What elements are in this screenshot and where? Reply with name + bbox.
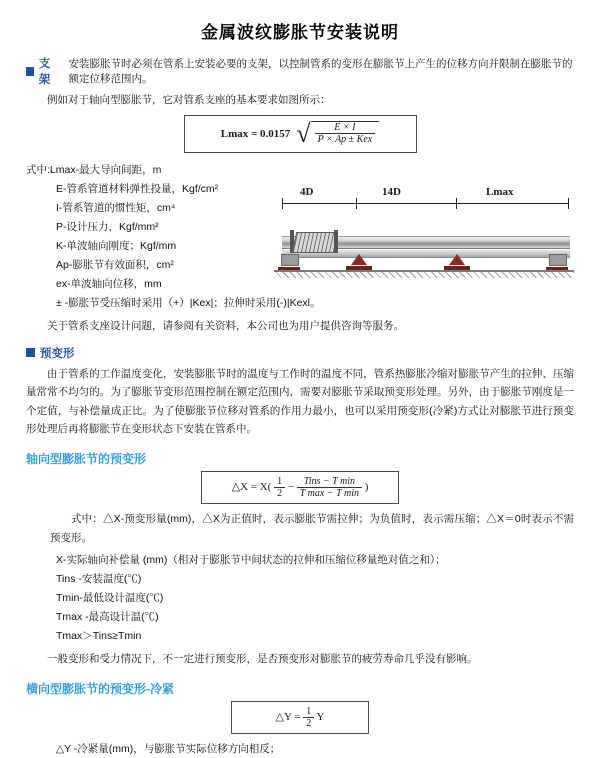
list-item: K-单波轴向刚度；Kgf/mm — [56, 239, 177, 252]
lateral-formula-half — [303, 706, 314, 729]
list-item: P-设计压力，Kgf/mm² — [56, 221, 159, 234]
axial-formula-half-num: 1 — [274, 476, 285, 488]
lateral-formula-half-num: 1 — [303, 706, 314, 718]
list-item: I-管系管道的惯性矩，cm⁴ — [56, 202, 176, 215]
list-item: ex-单波轴向位移，mm — [56, 277, 162, 290]
lmax-formula-fraction — [311, 121, 380, 147]
section-heading-bracket-label: 支架 — [38, 58, 51, 86]
axial-formula-half-den: 2 — [277, 488, 283, 500]
diagram-pipe-area — [274, 210, 574, 282]
guide-support-1 — [346, 254, 372, 270]
axial-formula-half — [274, 476, 285, 499]
blue-square-bullet-icon — [26, 67, 34, 76]
guide-support-2 — [444, 254, 470, 270]
lateral-formula-half-den: 2 — [306, 717, 312, 729]
expansion-joint-schematic — [274, 186, 574, 306]
dim-line-14d — [356, 203, 456, 204]
axial-formula — [201, 471, 399, 504]
page-title: 金属波纹膨胀节安装说明 — [201, 23, 399, 42]
diagram-label-4d: 4D — [300, 186, 314, 198]
dim-line-4d — [282, 203, 356, 204]
lmax-formula-numerator: E × I — [315, 122, 376, 134]
subheading-axial: 轴向型膨胀节的预变形 — [26, 452, 147, 467]
list-item: Ap-膨胀节有效面积，cm² — [56, 258, 174, 271]
subheading-lateral: 横向型膨胀节的预变形-冷紧 — [26, 681, 174, 696]
axial-definition-list — [26, 551, 574, 645]
list-item: Tmin-最低设计温度(℃) — [56, 591, 164, 604]
axial-formula-ratio-num: Tins − T min — [297, 476, 362, 488]
lmax-formula-lead: Lmax = 0.0157 — [220, 128, 291, 141]
axial-formula-ratio — [297, 476, 362, 499]
dim-line-lmax — [456, 203, 568, 204]
lateral-formula — [231, 701, 369, 734]
list-item: 式中:Lmax-最大导向间距，m — [26, 164, 162, 177]
list-item: Tmax -最高设计温(℃) — [56, 610, 159, 623]
axial-note: 一般变形和受力情况下，不一定进行预变形，是否预变形对膨胀节的疲劳寿命几乎没有影响。 — [47, 652, 478, 665]
dim-tick — [568, 198, 569, 209]
lateral-line1: △Y -冷紧量(mm)，与膨胀节实际位移方向相反； — [56, 742, 281, 755]
anchor-support-left — [278, 254, 300, 271]
bracket-para1: 安装膨胀节时必须在管系上安装必要的支架，以控制管系的变形在膨胀节上产生的位移方向并限制在膨胀节的额定位移范围内。 — [68, 58, 573, 85]
flange-right — [334, 230, 338, 253]
prestrain-para1: 由于管系的工作温度变化，安装膨胀节时的温度与工作时的温度不同，管系热膨胀冷缩对膨胀节产生的拉伸、压缩量常常不均匀的。为了膨胀节变形范围控制在额定范围内，需要对膨胀节采取预变形处理。另外，由于膨胀节刚度是一个定值，与补偿量成正比。为了使膨胀节位移对管系的作用力最小，也可以采用预变形(冷紧)方式让对膨胀节进行预变形处理后再将膨胀节在变形状态下安装在管系中。 — [26, 367, 574, 435]
bellows-icon — [292, 232, 338, 253]
axial-formula-minus: − — [287, 481, 295, 494]
list-item: ± -膨胀节受压缩时采用（+）|Kex|；拉伸时采用(-)|Kexl。 — [56, 296, 321, 309]
lmax-formula — [184, 115, 417, 153]
lateral-formula-rhs: Y — [316, 710, 325, 723]
axial-line1: 式中：△X-预变形量(mm)，△X为正值时，表示膨胀节需拉伸；为负值时，表示需压缩；△X＝0时表示不需预变形。 — [50, 513, 574, 544]
blue-square-bullet-icon — [26, 348, 35, 357]
diagram-label-14d: 14D — [382, 186, 401, 198]
list-item: X-实际轴向补偿量 (mm)（相对于膨胀节中间状态的拉伸和压缩位移量绝对值之和）； — [56, 554, 446, 567]
section-heading-prestrain-label: 预变形 — [40, 347, 75, 360]
list-item: E-管系管道材料弹性投量，Kgf/cm² — [56, 183, 219, 196]
section-heading-bracket — [26, 55, 574, 87]
anchor-support-right — [546, 254, 568, 271]
axial-formula-ratio-den: T max − T min — [299, 488, 359, 500]
section-heading-prestrain — [26, 345, 574, 361]
axial-formula-rhs: ) — [364, 481, 369, 494]
axial-formula-lhs: △X = X( — [231, 481, 272, 494]
lmax-formula-denominator: P × Ap ± Kex — [317, 134, 373, 146]
diagram-dimension-row — [274, 186, 574, 208]
list-item: Tmax＞Tins≥Tmin — [56, 629, 142, 642]
lmax-formula-sqrt — [296, 121, 379, 147]
ground-hatching — [274, 272, 574, 278]
radical-icon: √ — [296, 119, 311, 149]
bracket-para3: 关于管系支座设计问题，请参阅有关资料，本公司也为用户提供咨询等服务。 — [47, 319, 404, 332]
diagram-label-lmax: Lmax — [486, 186, 514, 198]
bracket-para2: 例如对于轴向型膨胀节，它对管系支座的基本要求如图所示： — [47, 94, 331, 106]
lateral-formula-lhs: △Y = — [275, 710, 301, 723]
list-item: Tins -安装温度(℃) — [56, 573, 142, 586]
